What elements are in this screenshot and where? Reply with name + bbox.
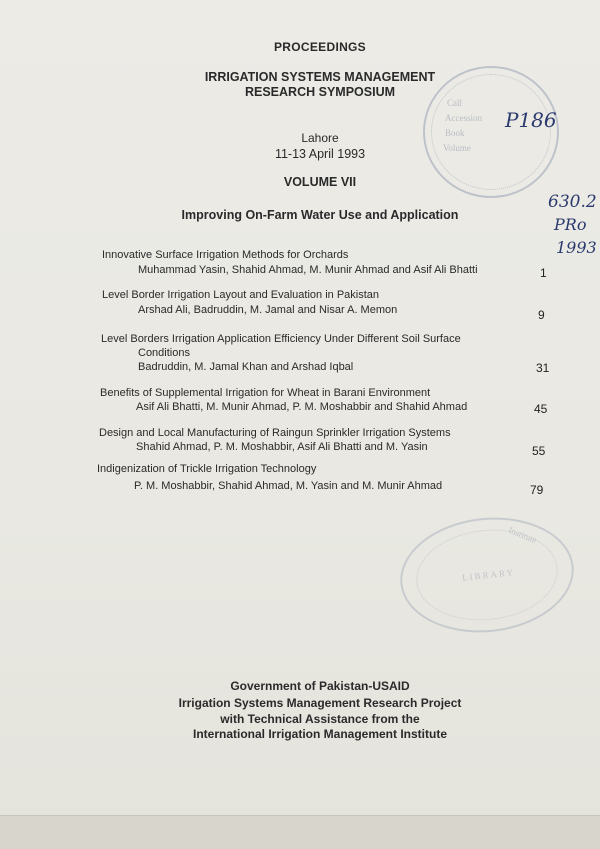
stamp-accession-label: Accession — [445, 113, 482, 123]
entry-title: Level Border Irrigation Layout and Evaluation in Pakistan — [102, 289, 380, 301]
scan-edge — [0, 815, 600, 849]
entry-title: Design and Local Manufacturing of Raingun Sprinkler Irrigation Systems — [99, 427, 451, 439]
symposium-title-line2: RESEARCH SYMPOSIUM — [244, 85, 396, 99]
footer-line2: Irrigation Systems Management Research Project — [178, 696, 462, 710]
entry-title: Innovative Surface Irrigation Methods for Orchards — [102, 249, 349, 261]
entry-page: 31 — [536, 361, 550, 375]
entry-page: 1 — [540, 266, 547, 280]
entry-page: 55 — [532, 444, 546, 458]
stamp-volume-label: Volume — [443, 143, 471, 153]
volume-label: VOLUME VII — [283, 175, 357, 189]
symposium-dates: 11-13 April 1993 — [274, 147, 366, 161]
library-stamp — [395, 509, 580, 641]
entry-authors: Muhammad Yasin, Shahid Ahmad, M. Munir Ahmad and Asif Ali Bhatti — [138, 264, 478, 276]
volume-theme: Improving On-Farm Water Use and Application — [181, 208, 459, 222]
library-stamp-arc-text: Institute — [507, 524, 539, 546]
entry-authors: Arshad Ali, Badruddin, M. Jamal and Nisar A. Memon — [138, 304, 398, 316]
entry-title: Benefits of Supplemental Irrigation for Wheat in Barani Environment — [100, 387, 431, 399]
footer-line1: Government of Pakistan-USAID — [230, 679, 410, 693]
stamp-call-label: Call — [447, 98, 462, 108]
entry-page: 45 — [534, 402, 548, 416]
handwritten-call-number-1: 630.2 — [548, 192, 597, 212]
entry-page: 9 — [538, 308, 545, 322]
entry-title: Level Borders Irrigation Application Efficiency Under Different Soil Surface — [101, 333, 461, 345]
handwritten-call-number-2: PRo — [554, 215, 587, 234]
entry-authors: Shahid Ahmad, P. M. Moshabbir, Asif Ali Bhatti and M. Yasin — [136, 441, 428, 453]
call-number-stamp — [423, 66, 559, 198]
entry-authors: Badruddin, M. Jamal Khan and Arshad Iqbal — [138, 361, 354, 373]
handwritten-accession-number: P186 — [505, 108, 557, 132]
handwritten-call-number-3: 1993 — [556, 238, 597, 257]
library-stamp-center-text: LIBRARY — [461, 567, 516, 583]
entry-authors: P. M. Moshabbir, Shahid Ahmad, M. Yasin and M. Munir Ahmad — [134, 480, 443, 492]
symposium-place: Lahore — [301, 131, 339, 145]
footer-line4: International Irrigation Management Institute — [192, 727, 448, 741]
entry-authors: Asif Ali Bhatti, M. Munir Ahmad, P. M. Moshabbir and Shahid Ahmad — [136, 401, 468, 413]
entry-title-continued: Conditions — [138, 347, 190, 359]
proceedings-label: PROCEEDINGS — [274, 40, 366, 54]
entry-title: Indigenization of Trickle Irrigation Technology — [97, 463, 317, 475]
footer-line3: with Technical Assistance from the — [220, 712, 420, 726]
symposium-title-line1: IRRIGATION SYSTEMS MANAGEMENT — [204, 70, 436, 84]
entry-page: 79 — [530, 483, 544, 497]
stamp-book-label: Book — [445, 128, 465, 138]
